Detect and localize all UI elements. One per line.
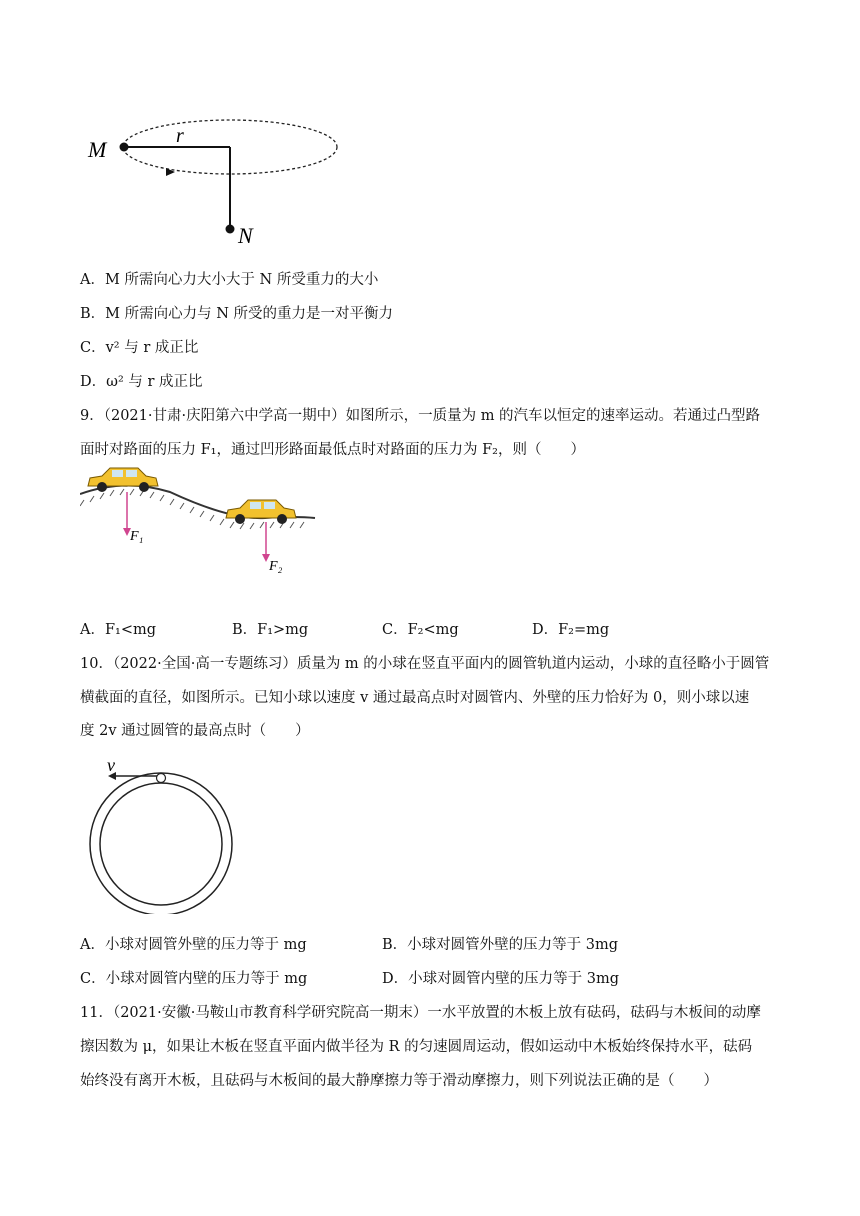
label-r: r [176,125,184,147]
figure-mn-circle [80,105,360,250]
q10-line-2: 横截面的直径，如图所示。已知小球以速度 v 通过最高点时对圆管内、外壁的压力恰好为 0，则小球以速 [80,690,750,706]
arrow-head-icon [166,168,175,176]
q11-line-3: 始终没有离开木板，且砝码与木板间的最大静摩擦力等于滑动摩擦力，则下列说法正确的是（ ） [80,1073,718,1089]
q9-option-b: B．F₁>mg [232,622,309,638]
q10-option-d: D．小球对圆管内壁的压力等于 3mg [382,971,619,987]
q8-option-d: D．ω² 与 r 成正比 [80,374,203,390]
q9-line-2: 面时对路面的压力 F₁，通过凹形路面最低点时对路面的压力为 F₂，则（ ） [80,442,585,458]
q11-line-1: 11．（2021·安徽·马鞍山市教育科学研究院高一期末）一水平放置的木板上放有砝码，砝码与木板间的动摩 [80,1005,761,1021]
tube-inner-wall [100,783,222,905]
label-v: v [107,755,115,775]
q8-option-c: C．v² 与 r 成正比 [80,340,199,356]
label-m: M [88,137,107,162]
label-f1: F₁ [130,529,144,544]
q9-option-a: A．F₁<mg [80,622,157,638]
label-n: N [238,223,253,248]
q9-line-1: 9．（2021·甘肃·庆阳第六中学高一期中）如图所示，一质量为 m 的汽车以恒定的速率运动。若通过凸型路 [80,408,761,424]
q10-line-1: 10．（2022·全国·高一专题练习）质量为 m 的小球在竖直平面内的圆管轨道内运动，小球的直径略小于圆管 [80,656,770,672]
q10-option-b: B．小球对圆管外壁的压力等于 3mg [382,937,619,953]
mass-m-dot [120,143,129,152]
figure-circular-tube [80,754,250,914]
q10-line-3: 度 2v 通过圆管的最高点时（ ） [80,723,310,739]
q11-line-2: 擦因数为 μ，如果让木板在竖直平面内做半径为 R 的匀速圆周运动，假如运动中木板始终保持水平，砝码 [80,1039,753,1055]
q10-option-c: C．小球对圆管内壁的压力等于 mg [80,971,308,987]
ball [157,774,166,783]
q8-option-a: A．M 所需向心力大小大于 N 所受重力的大小 [80,272,379,288]
q9-option-c: C．F₂<mg [382,622,459,638]
mass-n-dot [226,225,235,234]
q10-option-a: A．小球对圆管外壁的压力等于 mg [80,937,307,953]
car-icon [226,500,296,524]
tube-outer-wall [90,773,232,914]
q8-option-b: B．M 所需向心力与 N 所受的重力是一对平衡力 [80,306,394,322]
car-icon [88,468,158,492]
label-f2: F₂ [269,559,283,574]
q9-option-d: D．F₂=mg [532,622,610,638]
figure-cars-road [80,462,320,582]
